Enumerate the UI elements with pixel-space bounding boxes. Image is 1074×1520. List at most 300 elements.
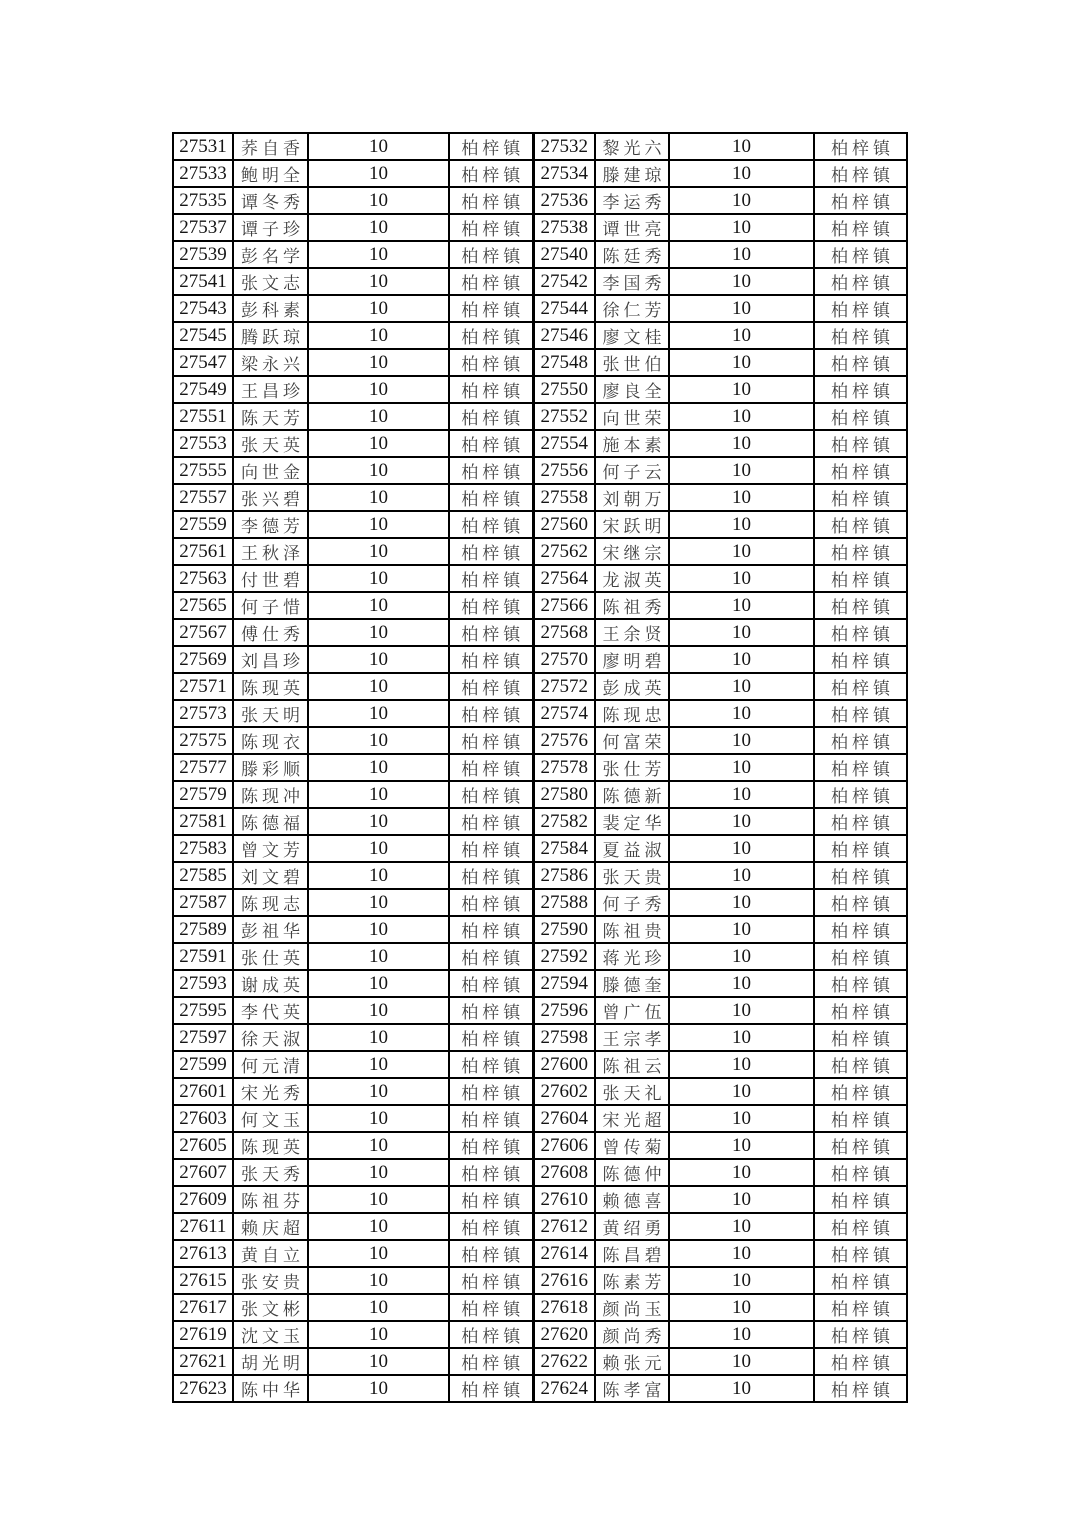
cell-amount-left: 10: [308, 133, 449, 160]
table-row: [173, 403, 907, 430]
cell-town-right: 柏梓镇: [814, 943, 907, 970]
cell-amount-left: 10: [308, 970, 449, 997]
cell-name-right: 李国秀: [595, 268, 669, 295]
cell-id-left: 27555: [173, 457, 233, 484]
cell-name-right: 蒋光珍: [595, 943, 669, 970]
roster-table: [172, 132, 908, 1403]
cell-id-left: 27621: [173, 1348, 233, 1375]
cell-id-left: 27571: [173, 673, 233, 700]
cell-name-right: 宋光超: [595, 1105, 669, 1132]
cell-amount-right: 10: [669, 673, 814, 700]
cell-amount-right: 10: [669, 268, 814, 295]
cell-amount-right: 10: [669, 1375, 814, 1402]
table-row: [173, 295, 907, 322]
cell-amount-right: 10: [669, 322, 814, 349]
cell-town-right: 柏梓镇: [814, 1267, 907, 1294]
cell-amount-right: 10: [669, 403, 814, 430]
cell-amount-left: 10: [308, 997, 449, 1024]
cell-town-left: 柏梓镇: [449, 484, 533, 511]
cell-name-left: 陈现英: [233, 673, 308, 700]
cell-town-right: 柏梓镇: [814, 511, 907, 538]
cell-id-right: 27538: [533, 214, 595, 241]
cell-id-left: 27543: [173, 295, 233, 322]
cell-name-left: 腾跃琼: [233, 322, 308, 349]
cell-id-right: 27566: [533, 592, 595, 619]
cell-town-left: 柏梓镇: [449, 187, 533, 214]
cell-amount-left: 10: [308, 1132, 449, 1159]
cell-amount-left: 10: [308, 1294, 449, 1321]
cell-name-right: 陈祖贵: [595, 916, 669, 943]
cell-town-right: 柏梓镇: [814, 970, 907, 997]
cell-name-left: 张仕英: [233, 943, 308, 970]
cell-town-left: 柏梓镇: [449, 1024, 533, 1051]
cell-amount-left: 10: [308, 1213, 449, 1240]
cell-id-right: 27594: [533, 970, 595, 997]
cell-id-left: 27549: [173, 376, 233, 403]
cell-name-left: 彭祖华: [233, 916, 308, 943]
cell-name-right: 向世荣: [595, 403, 669, 430]
cell-id-right: 27602: [533, 1078, 595, 1105]
cell-amount-left: 10: [308, 592, 449, 619]
cell-name-left: 滕彩顺: [233, 754, 308, 781]
table-row: [173, 1132, 907, 1159]
cell-id-right: 27614: [533, 1240, 595, 1267]
cell-town-left: 柏梓镇: [449, 727, 533, 754]
table-row: [173, 889, 907, 916]
cell-amount-right: 10: [669, 511, 814, 538]
cell-id-right: 27546: [533, 322, 595, 349]
cell-town-right: 柏梓镇: [814, 160, 907, 187]
cell-name-left: 何元清: [233, 1051, 308, 1078]
cell-amount-right: 10: [669, 160, 814, 187]
cell-id-left: 27541: [173, 268, 233, 295]
table-row: [173, 1348, 907, 1375]
cell-id-right: 27570: [533, 646, 595, 673]
cell-name-left: 张兴碧: [233, 484, 308, 511]
cell-town-left: 柏梓镇: [449, 1213, 533, 1240]
cell-name-left: 陈中华: [233, 1375, 308, 1402]
cell-amount-left: 10: [308, 457, 449, 484]
cell-amount-left: 10: [308, 430, 449, 457]
cell-town-left: 柏梓镇: [449, 403, 533, 430]
table-row: [173, 1024, 907, 1051]
cell-town-right: 柏梓镇: [814, 592, 907, 619]
cell-id-left: 27623: [173, 1375, 233, 1402]
cell-town-left: 柏梓镇: [449, 808, 533, 835]
table-row: [173, 916, 907, 943]
cell-name-right: 陈昌碧: [595, 1240, 669, 1267]
cell-id-left: 27547: [173, 349, 233, 376]
cell-amount-right: 10: [669, 1294, 814, 1321]
cell-amount-right: 10: [669, 862, 814, 889]
cell-amount-left: 10: [308, 187, 449, 214]
cell-name-right: 曾传菊: [595, 1132, 669, 1159]
cell-name-right: 陈廷秀: [595, 241, 669, 268]
cell-name-right: 宋跃明: [595, 511, 669, 538]
cell-name-right: 何富荣: [595, 727, 669, 754]
cell-id-left: 27605: [173, 1132, 233, 1159]
cell-town-left: 柏梓镇: [449, 1321, 533, 1348]
cell-amount-right: 10: [669, 1078, 814, 1105]
cell-amount-left: 10: [308, 619, 449, 646]
cell-id-left: 27557: [173, 484, 233, 511]
cell-town-right: 柏梓镇: [814, 1375, 907, 1402]
cell-id-right: 27534: [533, 160, 595, 187]
cell-name-left: 王秋泽: [233, 538, 308, 565]
cell-id-left: 27619: [173, 1321, 233, 1348]
cell-town-right: 柏梓镇: [814, 349, 907, 376]
table-row: [173, 943, 907, 970]
cell-amount-right: 10: [669, 241, 814, 268]
cell-id-right: 27590: [533, 916, 595, 943]
table-row: [173, 1051, 907, 1078]
cell-id-left: 27609: [173, 1186, 233, 1213]
cell-name-left: 梁永兴: [233, 349, 308, 376]
cell-name-right: 滕建琼: [595, 160, 669, 187]
cell-amount-left: 10: [308, 511, 449, 538]
cell-amount-right: 10: [669, 592, 814, 619]
cell-name-right: 赖德喜: [595, 1186, 669, 1213]
cell-town-left: 柏梓镇: [449, 376, 533, 403]
table-row: [173, 862, 907, 889]
cell-town-right: 柏梓镇: [814, 997, 907, 1024]
cell-town-left: 柏梓镇: [449, 349, 533, 376]
table-row: [173, 268, 907, 295]
cell-amount-right: 10: [669, 1348, 814, 1375]
table-row: [173, 484, 907, 511]
cell-id-right: 27582: [533, 808, 595, 835]
cell-name-right: 张天贵: [595, 862, 669, 889]
cell-id-left: 27589: [173, 916, 233, 943]
cell-name-right: 龙淑英: [595, 565, 669, 592]
cell-town-left: 柏梓镇: [449, 268, 533, 295]
cell-id-left: 27617: [173, 1294, 233, 1321]
cell-name-left: 荞自香: [233, 133, 308, 160]
table-row: [173, 997, 907, 1024]
cell-town-left: 柏梓镇: [449, 700, 533, 727]
cell-name-left: 胡光明: [233, 1348, 308, 1375]
cell-amount-right: 10: [669, 1321, 814, 1348]
cell-town-left: 柏梓镇: [449, 538, 533, 565]
cell-amount-left: 10: [308, 1186, 449, 1213]
cell-town-right: 柏梓镇: [814, 889, 907, 916]
cell-name-right: 颜尚玉: [595, 1294, 669, 1321]
cell-id-left: 27567: [173, 619, 233, 646]
cell-town-right: 柏梓镇: [814, 1024, 907, 1051]
cell-name-left: 曾文芳: [233, 835, 308, 862]
cell-town-left: 柏梓镇: [449, 295, 533, 322]
table-row: [173, 754, 907, 781]
cell-name-left: 张天秀: [233, 1159, 308, 1186]
cell-town-right: 柏梓镇: [814, 484, 907, 511]
cell-id-left: 27603: [173, 1105, 233, 1132]
cell-town-right: 柏梓镇: [814, 538, 907, 565]
cell-id-right: 27532: [533, 133, 595, 160]
cell-amount-left: 10: [308, 565, 449, 592]
cell-amount-right: 10: [669, 1159, 814, 1186]
cell-id-left: 27607: [173, 1159, 233, 1186]
cell-amount-right: 10: [669, 133, 814, 160]
cell-name-left: 赖庆超: [233, 1213, 308, 1240]
cell-id-right: 27568: [533, 619, 595, 646]
cell-id-right: 27550: [533, 376, 595, 403]
cell-amount-right: 10: [669, 889, 814, 916]
cell-town-left: 柏梓镇: [449, 943, 533, 970]
cell-id-right: 27624: [533, 1375, 595, 1402]
cell-amount-right: 10: [669, 727, 814, 754]
cell-name-left: 刘昌珍: [233, 646, 308, 673]
cell-amount-right: 10: [669, 808, 814, 835]
cell-amount-left: 10: [308, 1348, 449, 1375]
cell-name-right: 黎光六: [595, 133, 669, 160]
cell-town-left: 柏梓镇: [449, 592, 533, 619]
cell-name-left: 陈现英: [233, 1132, 308, 1159]
cell-town-right: 柏梓镇: [814, 781, 907, 808]
cell-id-left: 27539: [173, 241, 233, 268]
cell-amount-right: 10: [669, 1051, 814, 1078]
cell-id-right: 27564: [533, 565, 595, 592]
cell-id-left: 27531: [173, 133, 233, 160]
cell-id-right: 27574: [533, 700, 595, 727]
cell-amount-right: 10: [669, 646, 814, 673]
cell-amount-right: 10: [669, 970, 814, 997]
cell-town-right: 柏梓镇: [814, 133, 907, 160]
cell-town-left: 柏梓镇: [449, 1186, 533, 1213]
table-row: [173, 511, 907, 538]
cell-id-left: 27599: [173, 1051, 233, 1078]
cell-town-left: 柏梓镇: [449, 511, 533, 538]
cell-amount-left: 10: [308, 1105, 449, 1132]
cell-name-right: 黄绍勇: [595, 1213, 669, 1240]
table-row: [173, 727, 907, 754]
cell-id-right: 27560: [533, 511, 595, 538]
cell-name-left: 张文志: [233, 268, 308, 295]
cell-town-right: 柏梓镇: [814, 916, 907, 943]
cell-id-right: 27622: [533, 1348, 595, 1375]
cell-name-left: 徐天淑: [233, 1024, 308, 1051]
cell-id-left: 27565: [173, 592, 233, 619]
cell-town-left: 柏梓镇: [449, 754, 533, 781]
cell-name-right: 李运秀: [595, 187, 669, 214]
cell-town-left: 柏梓镇: [449, 862, 533, 889]
cell-id-right: 27606: [533, 1132, 595, 1159]
table-row: [173, 1294, 907, 1321]
cell-name-right: 陈素芳: [595, 1267, 669, 1294]
cell-name-right: 施本素: [595, 430, 669, 457]
cell-amount-right: 10: [669, 538, 814, 565]
cell-id-right: 27544: [533, 295, 595, 322]
cell-id-left: 27611: [173, 1213, 233, 1240]
cell-name-right: 陈德新: [595, 781, 669, 808]
cell-amount-right: 10: [669, 1132, 814, 1159]
cell-town-right: 柏梓镇: [814, 457, 907, 484]
cell-id-left: 27559: [173, 511, 233, 538]
cell-name-right: 何子云: [595, 457, 669, 484]
table-row: [173, 808, 907, 835]
table-row: [173, 349, 907, 376]
cell-name-right: 张世伯: [595, 349, 669, 376]
cell-name-left: 付世碧: [233, 565, 308, 592]
cell-amount-left: 10: [308, 862, 449, 889]
cell-town-left: 柏梓镇: [449, 430, 533, 457]
cell-amount-left: 10: [308, 538, 449, 565]
cell-amount-right: 10: [669, 1186, 814, 1213]
cell-name-left: 宋光秀: [233, 1078, 308, 1105]
cell-id-right: 27584: [533, 835, 595, 862]
cell-amount-left: 10: [308, 160, 449, 187]
table-row: [173, 835, 907, 862]
cell-id-right: 27608: [533, 1159, 595, 1186]
table-row: [173, 538, 907, 565]
cell-id-right: 27556: [533, 457, 595, 484]
cell-name-left: 陈现衣: [233, 727, 308, 754]
table-row: [173, 1105, 907, 1132]
cell-town-left: 柏梓镇: [449, 133, 533, 160]
cell-amount-left: 10: [308, 403, 449, 430]
cell-id-left: 27595: [173, 997, 233, 1024]
cell-name-right: 裴定华: [595, 808, 669, 835]
table-row: [173, 1267, 907, 1294]
cell-amount-left: 10: [308, 673, 449, 700]
cell-id-right: 27548: [533, 349, 595, 376]
cell-town-left: 柏梓镇: [449, 1078, 533, 1105]
cell-amount-right: 10: [669, 1213, 814, 1240]
cell-id-left: 27575: [173, 727, 233, 754]
cell-name-left: 陈祖芬: [233, 1186, 308, 1213]
cell-name-left: 张天明: [233, 700, 308, 727]
cell-amount-left: 10: [308, 1051, 449, 1078]
cell-name-left: 何子惜: [233, 592, 308, 619]
cell-town-left: 柏梓镇: [449, 997, 533, 1024]
table-row: [173, 1321, 907, 1348]
cell-id-left: 27563: [173, 565, 233, 592]
cell-amount-left: 10: [308, 943, 449, 970]
cell-amount-left: 10: [308, 646, 449, 673]
cell-amount-left: 10: [308, 376, 449, 403]
cell-id-right: 27596: [533, 997, 595, 1024]
cell-amount-left: 10: [308, 1267, 449, 1294]
cell-amount-right: 10: [669, 1267, 814, 1294]
cell-amount-left: 10: [308, 322, 449, 349]
cell-town-right: 柏梓镇: [814, 403, 907, 430]
cell-name-left: 陈现志: [233, 889, 308, 916]
cell-amount-left: 10: [308, 484, 449, 511]
cell-id-right: 27540: [533, 241, 595, 268]
cell-id-right: 27578: [533, 754, 595, 781]
cell-name-right: 夏益淑: [595, 835, 669, 862]
cell-town-right: 柏梓镇: [814, 214, 907, 241]
cell-town-left: 柏梓镇: [449, 1240, 533, 1267]
cell-id-left: 27551: [173, 403, 233, 430]
cell-id-right: 27554: [533, 430, 595, 457]
cell-amount-right: 10: [669, 187, 814, 214]
cell-amount-right: 10: [669, 430, 814, 457]
cell-name-left: 何文玉: [233, 1105, 308, 1132]
cell-name-right: 张天礼: [595, 1078, 669, 1105]
table-row: [173, 1240, 907, 1267]
cell-name-left: 陈德福: [233, 808, 308, 835]
table-row: [173, 619, 907, 646]
cell-amount-right: 10: [669, 943, 814, 970]
cell-id-right: 27562: [533, 538, 595, 565]
cell-id-right: 27620: [533, 1321, 595, 1348]
cell-amount-left: 10: [308, 727, 449, 754]
cell-id-left: 27615: [173, 1267, 233, 1294]
table-row: [173, 970, 907, 997]
cell-id-left: 27537: [173, 214, 233, 241]
cell-id-left: 27573: [173, 700, 233, 727]
table-row: [173, 781, 907, 808]
cell-amount-left: 10: [308, 1024, 449, 1051]
cell-amount-left: 10: [308, 295, 449, 322]
table-row: [173, 1213, 907, 1240]
cell-town-left: 柏梓镇: [449, 1294, 533, 1321]
cell-name-left: 张安贵: [233, 1267, 308, 1294]
cell-name-right: 陈祖秀: [595, 592, 669, 619]
cell-amount-left: 10: [308, 889, 449, 916]
cell-town-right: 柏梓镇: [814, 700, 907, 727]
cell-town-right: 柏梓镇: [814, 1105, 907, 1132]
cell-amount-right: 10: [669, 619, 814, 646]
cell-name-left: 李代英: [233, 997, 308, 1024]
cell-name-right: 谭世亮: [595, 214, 669, 241]
cell-town-right: 柏梓镇: [814, 1186, 907, 1213]
cell-name-right: 陈孝富: [595, 1375, 669, 1402]
cell-amount-right: 10: [669, 781, 814, 808]
table-row: [173, 214, 907, 241]
cell-amount-left: 10: [308, 916, 449, 943]
cell-amount-left: 10: [308, 808, 449, 835]
cell-id-right: 27600: [533, 1051, 595, 1078]
cell-name-left: 谢成英: [233, 970, 308, 997]
cell-amount-right: 10: [669, 1240, 814, 1267]
cell-town-right: 柏梓镇: [814, 1159, 907, 1186]
cell-id-left: 27601: [173, 1078, 233, 1105]
cell-town-right: 柏梓镇: [814, 1078, 907, 1105]
cell-name-right: 王余贤: [595, 619, 669, 646]
cell-name-left: 谭子珍: [233, 214, 308, 241]
cell-name-left: 谭冬秀: [233, 187, 308, 214]
cell-id-left: 27597: [173, 1024, 233, 1051]
table-row: [173, 592, 907, 619]
cell-town-right: 柏梓镇: [814, 862, 907, 889]
cell-name-left: 鲍明全: [233, 160, 308, 187]
cell-name-left: 彭科素: [233, 295, 308, 322]
cell-town-right: 柏梓镇: [814, 565, 907, 592]
cell-id-right: 27572: [533, 673, 595, 700]
cell-id-right: 27542: [533, 268, 595, 295]
cell-town-right: 柏梓镇: [814, 187, 907, 214]
cell-town-right: 柏梓镇: [814, 1348, 907, 1375]
cell-town-left: 柏梓镇: [449, 1348, 533, 1375]
cell-id-left: 27579: [173, 781, 233, 808]
cell-town-left: 柏梓镇: [449, 1105, 533, 1132]
table-row: [173, 376, 907, 403]
cell-amount-left: 10: [308, 781, 449, 808]
cell-town-right: 柏梓镇: [814, 295, 907, 322]
cell-id-left: 27593: [173, 970, 233, 997]
cell-name-right: 赖张元: [595, 1348, 669, 1375]
cell-amount-right: 10: [669, 700, 814, 727]
cell-town-right: 柏梓镇: [814, 1213, 907, 1240]
cell-id-left: 27583: [173, 835, 233, 862]
cell-amount-left: 10: [308, 1078, 449, 1105]
cell-amount-left: 10: [308, 700, 449, 727]
cell-town-left: 柏梓镇: [449, 1159, 533, 1186]
cell-amount-right: 10: [669, 916, 814, 943]
cell-name-left: 陈天芳: [233, 403, 308, 430]
cell-amount-right: 10: [669, 376, 814, 403]
